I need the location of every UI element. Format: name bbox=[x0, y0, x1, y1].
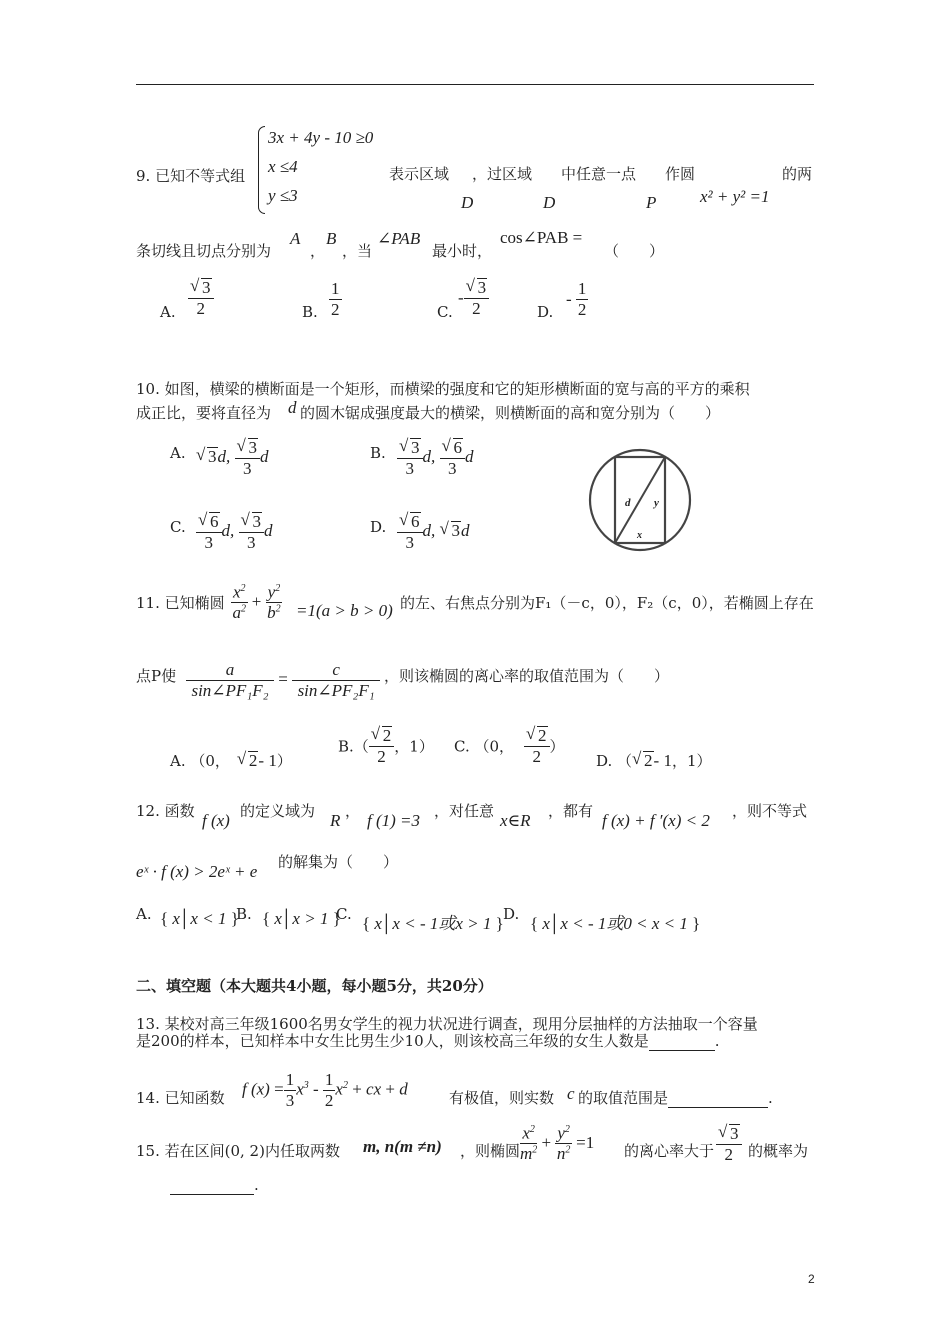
q11-ellipse-condition: =1(a > b > 0) bbox=[296, 601, 393, 620]
q11-prefix: 11. 已知椭圆 bbox=[136, 594, 225, 612]
q14-function: f (x) = $\frac{1}{3}$ $x^3$ - $\frac{1}{2}$ $x^2$ + cx + d bbox=[242, 1070, 408, 1110]
q10-option-d: √ $\frac{6}{3}$ d, √ 3d bbox=[397, 512, 470, 552]
q12-option-b-set: { x│x > 1 } bbox=[262, 909, 341, 928]
q12-option-c-text: x│x < - 1或x > 1 bbox=[374, 914, 492, 933]
q9-option-c: - √ $\frac{3}{2}$ bbox=[458, 278, 489, 318]
q9-prefix: 9. 已知不等式组 bbox=[136, 167, 246, 185]
q9-system-line2: x ≤4 bbox=[268, 157, 298, 176]
q12-option-b-label: B. bbox=[236, 905, 252, 923]
q9-line2-b: ，当 bbox=[342, 242, 373, 260]
q9-angle: ∠PAB bbox=[377, 229, 421, 248]
q11-line2-a: 点P使 bbox=[136, 667, 177, 685]
q9-cos: cos∠PAB = bbox=[500, 228, 583, 247]
q14-prefix: 14. 已知函数 bbox=[136, 1089, 225, 1107]
q11-num-c: c bbox=[292, 661, 380, 681]
q9-option-d: - $\frac{1}{2}$ bbox=[566, 279, 587, 319]
q9-system-brace bbox=[258, 126, 265, 214]
q14-text2-label: 的取值范围是 bbox=[578, 1089, 669, 1107]
q10-option-a: √ 3d, √ $\frac{3}{3}$ d bbox=[196, 438, 269, 478]
q9-line2-a: 条切线且切点分别为 bbox=[136, 242, 272, 260]
q9-option-a: √ $\frac{3}{2}$ bbox=[188, 278, 214, 318]
q11-option-b: B.（ √ $\frac{2}{2}$ ，1） bbox=[338, 726, 434, 766]
q15-end: . bbox=[254, 1176, 259, 1194]
q11-option-a-prefix: A. （0， bbox=[170, 752, 230, 770]
q10-option-b: √ $\frac{3}{3}$ d, √ $\frac{6}{3}$ d bbox=[397, 438, 474, 478]
q15-prefix: 15. 若在区间(0, 2)内任取两数 bbox=[136, 1142, 340, 1160]
q12-text3: ，都有 bbox=[548, 802, 594, 820]
q11-option-b-prefix: B.（ bbox=[338, 737, 369, 756]
q12-fx: f (x) bbox=[202, 811, 230, 830]
q12-x-in-r: x∈R bbox=[500, 811, 531, 830]
q11-option-d-minus: - 1 bbox=[653, 751, 672, 770]
q11-option-a-end: ） bbox=[276, 752, 292, 770]
q12-option-d-label: D. bbox=[503, 905, 520, 923]
q9-system-line3: y ≤3 bbox=[268, 186, 298, 205]
q11-ratio-equation: $\frac{a}{\text{sin∠PF₁F₂}}$ = $\frac{c}{\text{sin∠PF₂F₁}}$ bbox=[186, 661, 380, 700]
q9-comma: ， bbox=[310, 242, 326, 260]
q11-option-c: C. （0， √ $\frac{2}{2}$ ） bbox=[454, 726, 565, 766]
q10-figure-label-d: d bbox=[625, 497, 631, 509]
q9-option-c-label: C. bbox=[437, 303, 453, 321]
q15-text3: 的概率为 bbox=[748, 1142, 809, 1160]
q13-end: . bbox=[714, 1032, 720, 1050]
q11-den-2: sin∠PF₂F₁ bbox=[297, 680, 375, 700]
q12-option-d-set: { x│x < - 1或0 < x < 1 } bbox=[530, 914, 701, 933]
q11-den-1: sin∠PF₁F₂ bbox=[191, 680, 269, 700]
page-number: 2 bbox=[808, 1272, 815, 1286]
q13-answer-blank[interactable] bbox=[649, 1032, 715, 1051]
q10-line2-a: 成正比，要将直径为 bbox=[136, 404, 272, 422]
q11-option-d-prefix: D. （ bbox=[596, 752, 633, 770]
q9-circle-equation: x² + y² =1 bbox=[700, 187, 770, 206]
q15-text1: ，则椭圆 bbox=[460, 1142, 521, 1160]
q12-text4: ，则不等式 bbox=[732, 802, 808, 820]
q10-option-c: √ $\frac{6}{3}$ d, √ $\frac{3}{3}$ d bbox=[196, 512, 273, 552]
q11-num-a: a bbox=[186, 661, 274, 681]
q14-c: c bbox=[567, 1084, 575, 1103]
q12-prefix: 12. 函数 bbox=[136, 802, 195, 820]
q12-option-c-label: C. bbox=[336, 905, 352, 923]
q11-option-d-end: ，1） bbox=[671, 752, 712, 770]
q9-text1: 表示区域 bbox=[389, 165, 450, 183]
q11-option-d: D. （√ 2- 1，1） bbox=[596, 750, 712, 771]
q11-option-c-prefix: C. （0， bbox=[454, 737, 515, 756]
q9-system-line1: 3x + 4y - 10 ≥0 bbox=[268, 128, 374, 147]
q10-option-d-label: D. bbox=[370, 518, 387, 536]
q14-text1: 有极值，则实数 bbox=[449, 1089, 555, 1107]
q11-option-a-minus: - 1 bbox=[258, 751, 277, 770]
q14-text2 bbox=[578, 1087, 773, 1108]
q12-option-a-label: A. bbox=[136, 905, 152, 923]
q11-option-c-end: ） bbox=[549, 737, 565, 756]
q11-ellipse-equation: $\frac{x^2}{a^2}$ + $\frac{y^2}{b^2}$ bbox=[232, 582, 281, 623]
q12-option-a-text: x│x < 1 bbox=[172, 909, 227, 928]
q15-eccentricity: √ $\frac{3}{2}$ bbox=[716, 1124, 742, 1164]
q12-text1: 的定义域为 bbox=[240, 802, 316, 820]
q15-text2: 的离心率大于 bbox=[624, 1142, 715, 1160]
q9-symbol-d1: D bbox=[461, 193, 474, 212]
q13-line2-text: 是200的样本，已知样本中女生比男生少10人，则该校高三年级的女生人数是 bbox=[136, 1032, 649, 1050]
q9-symbol-d2: D bbox=[543, 193, 556, 212]
q9-point-a: A bbox=[290, 229, 301, 248]
q10-diameter-d: d bbox=[288, 398, 297, 417]
q11-line2-b: ，则该椭圆的离心率的取值范围为（ ） bbox=[384, 667, 670, 685]
q12-inequality2: eˣ · f (x) > 2eˣ + e bbox=[136, 862, 258, 881]
q12-option-b-text: x│x > 1 bbox=[274, 909, 329, 928]
q9-text2: ，过区域 bbox=[472, 165, 533, 183]
q14-answer-blank[interactable] bbox=[668, 1089, 768, 1108]
q15-answer-line bbox=[170, 1176, 259, 1195]
q9-option-a-label: A. bbox=[160, 303, 176, 321]
q9-text5: 的两 bbox=[782, 165, 813, 183]
q10-option-b-label: B. bbox=[370, 444, 386, 462]
q10-beam-figure bbox=[588, 448, 692, 552]
q10-line2-b: 的圆木锯成强度最大的横梁，则横断面的高和宽分别为（ ） bbox=[300, 404, 721, 422]
q12-domain-r: R bbox=[330, 811, 341, 830]
q9-point-b: B bbox=[326, 229, 337, 248]
q9-text3: 中任意一点 bbox=[561, 165, 637, 183]
section-fill-in-title: 二、填空题（本大题共4小题，每小题5分，共20分） bbox=[136, 977, 493, 995]
q11-text1: 的左、右焦点分别为F₁（－c，0），F₂（c，0），若椭圆上存在 bbox=[400, 594, 814, 612]
q9-option-b: $\frac{1}{2}$ bbox=[331, 279, 340, 319]
q12-inequality: f (x) + f ′(x) < 2 bbox=[602, 811, 710, 830]
q13-line1: 13. 某校对高三年级1600名男女学生的视力状况进行调查，现用分层抽样的方法抽取一个容量 bbox=[136, 1015, 758, 1033]
q15-answer-blank[interactable] bbox=[170, 1176, 254, 1195]
q9-answer-paren: （ ） bbox=[604, 242, 665, 260]
q10-figure-label-y: y bbox=[654, 497, 659, 509]
q10-line1: 10. 如图，横梁的横断面是一个矩形，而横梁的强度和它的矩形横断面的宽与高的平方的乘积 bbox=[136, 380, 750, 398]
q10-figure-label-x: x bbox=[637, 530, 642, 541]
q9-line2-c: 最小时， bbox=[432, 242, 493, 260]
q15-vars: m, n(m ≠n) bbox=[363, 1137, 442, 1156]
q12-option-d-text: x│x < - 1或0 < x < 1 bbox=[542, 914, 688, 933]
q15-ellipse: $\frac{x^2}{m^2}$ + $\frac{y^2}{n^2}$ =1 bbox=[520, 1123, 595, 1164]
q9-symbol-p: P bbox=[646, 193, 657, 212]
q12-text2: ，对任意 bbox=[434, 802, 495, 820]
q12-option-c-set: { x│x < - 1或x > 1 } bbox=[362, 914, 504, 933]
q9-option-b-label: B. bbox=[302, 303, 318, 321]
q14-end: . bbox=[768, 1089, 773, 1107]
q12-comma: ， bbox=[345, 802, 361, 820]
q11-option-b-end: ，1） bbox=[394, 737, 434, 756]
q9-text4: 作圆 bbox=[665, 165, 696, 183]
q9-option-d-label: D. bbox=[537, 303, 554, 321]
q11-option-a: A. （0，√ 2- 1） bbox=[170, 750, 292, 771]
q12-f1: f (1) =3 bbox=[367, 811, 421, 830]
q12-option-a-set: { x│x < 1 } bbox=[160, 909, 239, 928]
q12-text5: 的解集为（ ） bbox=[278, 853, 399, 871]
q10-option-a-label: A. bbox=[170, 444, 186, 462]
q13-line2 bbox=[136, 1030, 720, 1051]
q10-option-c-label: C. bbox=[170, 518, 186, 536]
header-rule bbox=[136, 84, 814, 85]
